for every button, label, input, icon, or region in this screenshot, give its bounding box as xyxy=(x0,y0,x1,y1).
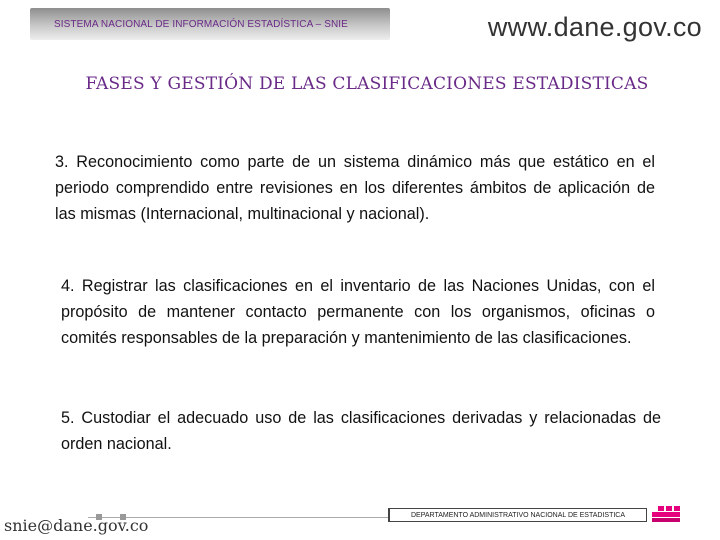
site-url[interactable]: www.dane.gov.co xyxy=(487,12,702,42)
paragraph-item-5: 5. Custodiar el adecuado uso de las clasificaciones derivadas y relacionadas de orden nacional. xyxy=(61,409,661,453)
footer-email[interactable]: snie@dane.gov.co xyxy=(4,516,149,535)
paragraph-item-4: 4. Registrar las clasificaciones en el inventario de las Naciones Unidas, con el propósito de mantener contacto permanente con los organismos, oficinas o comités responsables de la preparación y mantenimiento de las clasificaciones. xyxy=(61,277,655,347)
header-banner xyxy=(30,8,390,40)
paragraph-item-3: 3. Reconocimiento como parte de un sistema dinámico más que estático en el periodo comprendido entre revisiones en los diferentes ámbitos de aplicación de las mismas (Internacional, multinacional y nacional). xyxy=(55,153,655,223)
dane-logo xyxy=(652,506,680,522)
department-label-box xyxy=(388,508,647,522)
system-name: SISTEMA NACIONAL DE INFORMACIÓN ESTADÍSTICA – SNIE xyxy=(54,19,348,30)
page-title: FASES Y GESTIÓN DE LAS CLASIFICACIONES ESTADISTICAS xyxy=(85,74,649,94)
department-label: DEPARTAMENTO ADMINISTRATIVO NACIONAL DE ESTADISTICA xyxy=(410,511,626,519)
